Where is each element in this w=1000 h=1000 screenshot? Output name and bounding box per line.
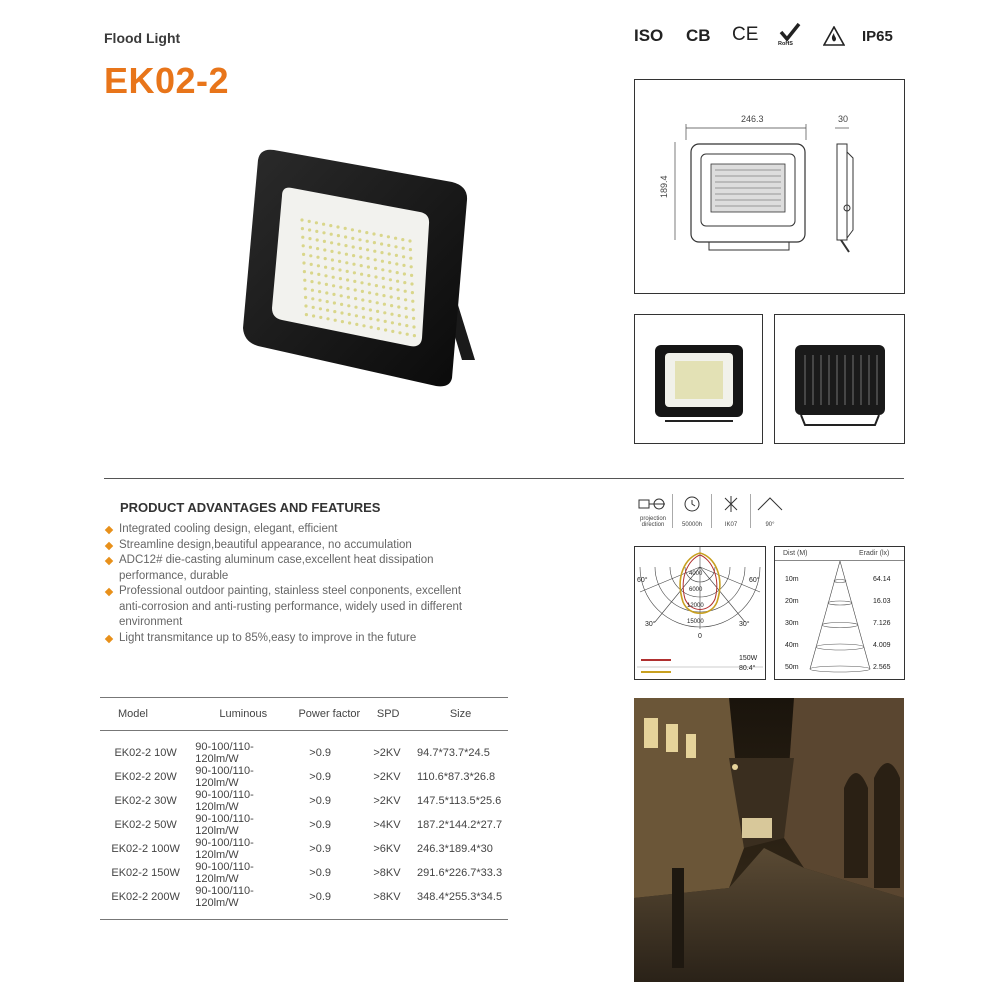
table-cell: >0.9 [309,819,331,831]
header-model: Model [100,698,191,731]
value-cell: 4.009 [873,642,891,649]
dist-header: Dist (M) [783,550,808,557]
table-row [100,789,508,813]
flame-warning-icon [823,26,845,51]
table-row [100,765,508,789]
projection-icon [634,494,673,528]
table-cell: 90-100/110-120lm/W [195,789,254,813]
angle-label: 30° [739,621,750,628]
ring-label: 12000 [687,603,704,609]
dist-cell: 20m [785,598,799,605]
table-cell: 90-100/110-120lm/W [195,813,254,837]
ce-cert: CE [732,24,759,45]
ik-label: IK07 [724,522,738,528]
feature-item: Integrated cooling design, elegant, efficient [104,522,474,538]
angle-label: 60° [637,577,648,584]
beam-label: 80.4° [739,665,756,672]
table-cell: >8KV [363,885,413,920]
table-cell: 246.3*189.4*30 [417,843,493,855]
table-cell: EK02-2 50W [114,819,177,831]
value-cell: 2.565 [873,664,891,671]
header-power-factor: Power factor [295,698,363,731]
table-cell: EK02-2 30W [114,795,177,807]
table-cell: >2KV [373,771,401,783]
table-cell: 147.5*113.5*25.6 [417,795,502,807]
feature-item: Professional outdoor painting, stainless steel conponents, excellent anti-corrosion and anti-rusting performance, widely used in different environment [104,584,474,631]
dist-cell: 40m [785,642,799,649]
table-cell: EK02-2 200W [100,885,191,920]
cb-cert: CB [686,26,711,45]
table-cell: >0.9 [309,867,331,879]
depth-dimension: 30 [838,114,849,124]
table-row [100,837,508,861]
spec-icons [634,494,789,528]
table-cell: >0.9 [309,795,331,807]
table-cell: >0.9 [309,771,331,783]
feature-item: ADC12# die-casting aluminum case,excellent heat dissipation performance, durable [104,553,474,584]
table-cell: 90-100/110-120lm/W [195,861,254,885]
category-label: Flood Light [104,30,181,46]
table-cell: 90-100/110-120lm/W [195,765,254,789]
table-row [100,813,508,837]
table-cell: >2KV [373,747,401,759]
angle-icon [751,494,789,528]
angle-label: 0 [698,633,702,640]
ring-label: 4000 [689,571,703,577]
header-luminous: Luminous [191,698,295,731]
height-dimension: 189.4 [659,175,669,198]
table-row [100,885,508,920]
model-title: EK02-2 [104,60,230,101]
ip65-cert: IP65 [862,28,893,45]
table-cell: >0.9 [309,843,331,855]
back-view-image [774,314,905,444]
table-cell: >0.9 [309,747,331,759]
table-cell: 90-100/110-120lm/W [195,837,254,861]
table-cell: 90-100/110-120lm/W [195,741,254,765]
ring-label: 6000 [689,587,703,593]
polar-distribution-diagram [634,546,766,680]
value-header: Eradir (lx) [859,550,890,557]
dist-cell: 10m [785,576,799,583]
table-cell: 110.6*87.3*26.8 [417,771,496,783]
angle-label: 90° [765,522,775,528]
angle-label: 60° [749,577,760,584]
table-cell: 291.6*226.7*33.3 [417,867,503,879]
table-cell: 94.7*73.7*24.5 [417,747,490,759]
dist-cell: 30m [785,620,799,627]
table-row [100,731,508,766]
feature-item: Streamline design,beautiful appearance, no accumulation [104,538,474,554]
value-cell: 7.126 [873,620,891,627]
table-row [100,861,508,885]
ring-label: 15000 [687,619,704,625]
value-cell: 64.14 [873,576,891,583]
table-cell: 187.2*144.2*27.7 [417,819,503,831]
rohs-label: RoHS [778,41,793,47]
dimension-drawing [634,79,905,294]
angle-label: 30° [645,621,656,628]
rohs-icon [778,22,802,48]
power-label: 150W [739,655,758,662]
lifetime-icon [673,494,712,528]
features-title: PRODUCT ADVANTAGES AND FEATURES [120,500,381,515]
section-divider [104,478,904,479]
table-cell: EK02-2 150W [111,867,180,879]
projection-label: projection direction [639,516,666,528]
front-view-image [634,314,763,444]
table-cell: >8KV [373,867,401,879]
product-image [230,120,500,420]
street-scene-image [634,698,904,982]
illuminance-chart [774,546,905,680]
table-cell: 90-100/110-120lm/W [191,885,295,920]
header-spd: SPD [363,698,413,731]
features-list [104,522,474,646]
header-size: Size [413,698,508,731]
spec-table [100,697,508,920]
feature-item: Light transmitance up to 85%,easy to improve in the future [104,631,474,647]
table-cell: EK02-2 20W [114,771,177,783]
ik-icon [712,494,751,528]
iso-cert: ISO [634,26,664,45]
table-cell: >6KV [373,843,401,855]
table-cell: EK02-2 100W [111,843,180,855]
dist-cell: 50m [785,664,799,671]
table-cell: EK02-2 10W [114,747,177,759]
table-header-row [100,698,508,731]
table-cell: >0.9 [295,885,363,920]
table-cell: 348.4*255.3*34.5 [413,885,508,920]
table-cell: >4KV [373,819,401,831]
table-cell: >2KV [373,795,401,807]
width-dimension: 246.3 [741,114,764,124]
lifetime-label: 50000h [681,522,703,528]
value-cell: 16.03 [873,598,891,605]
